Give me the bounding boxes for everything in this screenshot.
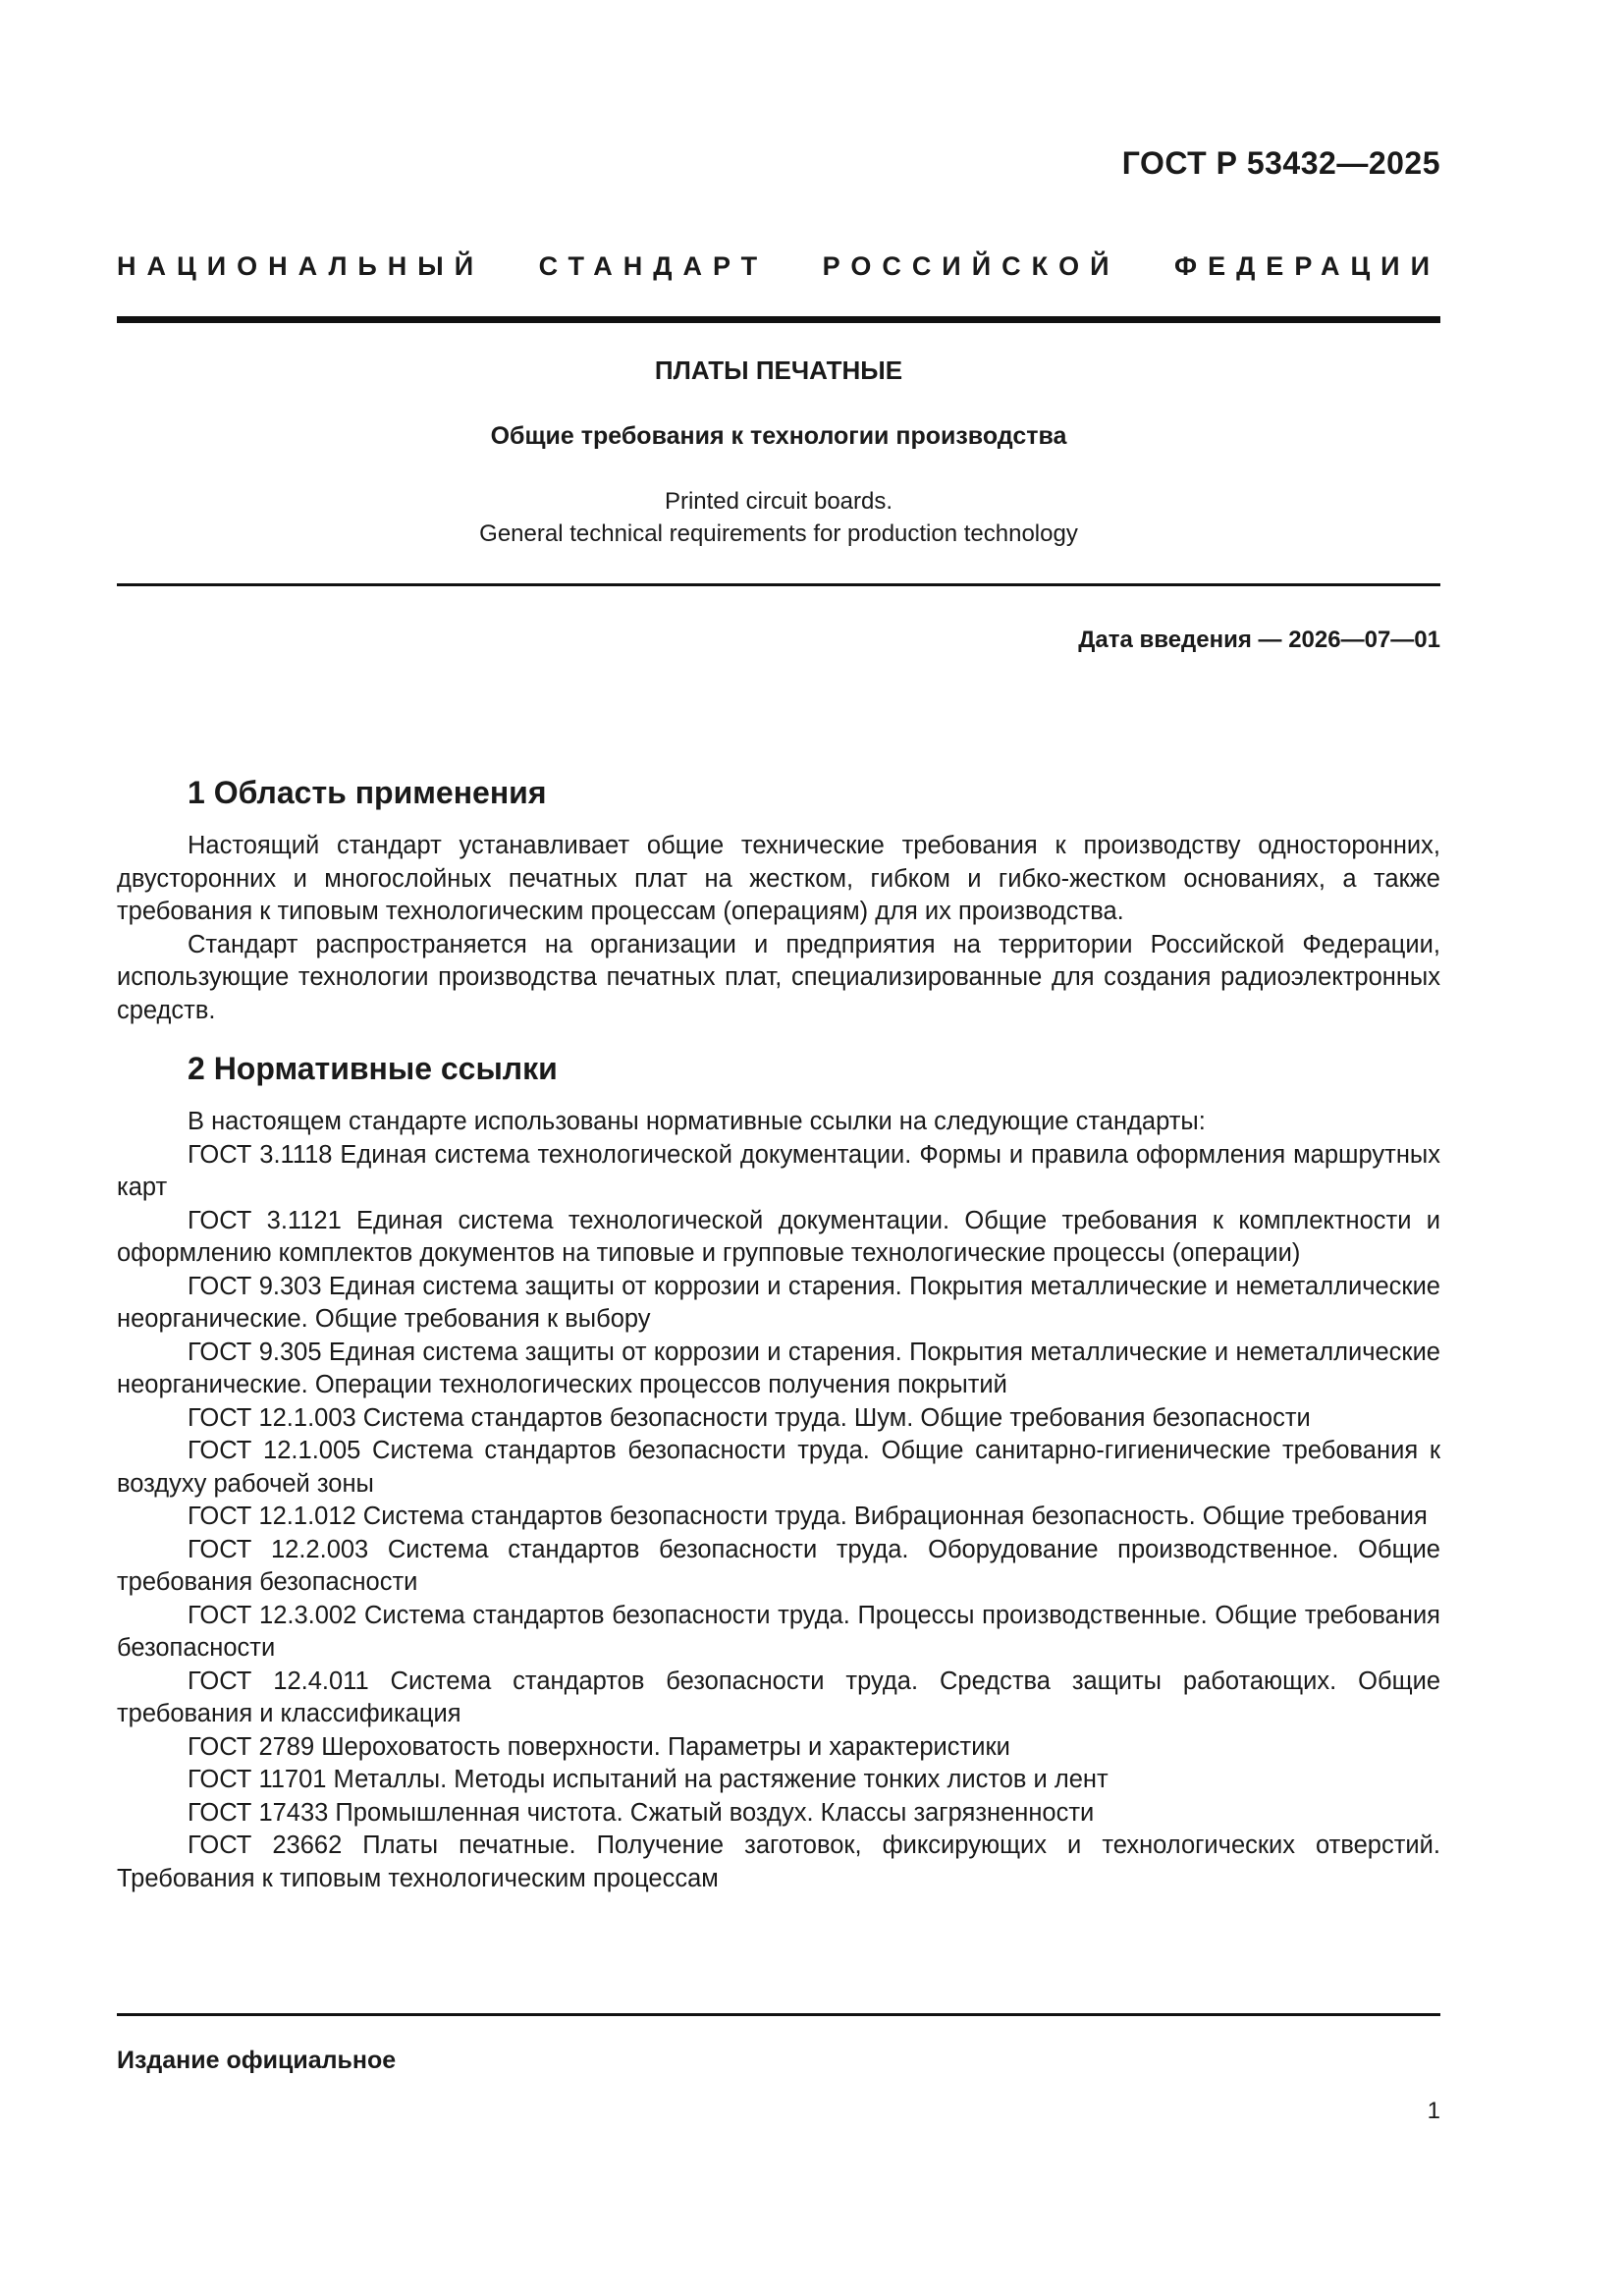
footer-divider — [117, 2013, 1440, 2016]
normative-references-list — [117, 1106, 1440, 1895]
introduction-date: Дата введения — 2026—07—01 — [1078, 627, 1440, 653]
reference-item: ГОСТ 12.2.003 Система стандартов безопасности труда. Оборудование производственное. Общие требования безопасности — [117, 1535, 1440, 1596]
reference-item: ГОСТ 9.303 Единая система защиты от коррозии и старения. Покрытия металлические и неметаллические неорганические. Общие требования к выбору — [117, 1272, 1440, 1333]
section-1-heading: 1 Область применения — [188, 775, 547, 810]
reference-item: ГОСТ 12.1.003 Система стандартов безопасности труда. Шум. Общие требования безопасности — [188, 1403, 1311, 1432]
english-title-line-1: Printed circuit boards. — [664, 488, 893, 515]
reference-item: ГОСТ 17433 Промышленная чистота. Сжатый воздух. Классы загрязненности — [188, 1798, 1095, 1827]
header-divider — [117, 316, 1440, 323]
reference-item: ГОСТ 23662 Платы печатные. Получение заготовок, фиксирующих и технологических отверстий. Требования к типовым технологическим процессам — [117, 1831, 1440, 1892]
reference-item: ГОСТ 2789 Шероховатость поверхности. Параметры и характеристики — [188, 1732, 1010, 1761]
section-1-paragraph: Настоящий стандарт устанавливает общие технические требования к производству односторонних, двусторонних и многослойных печатных плат на жестком, гибком и гибко-жестком основаниях, а также требования к типовым технологическим процессам (операциям) для их производства. — [117, 832, 1440, 925]
english-title-line-2: General technical requirements for production technology — [479, 520, 1078, 547]
references-intro: В настоящем стандарте использованы нормативные ссылки на следующие стандарты: — [188, 1108, 1206, 1135]
reference-item: ГОСТ 3.1118 Единая система технологической документации. Формы и правила оформления маршрутных карт — [117, 1140, 1440, 1201]
reference-item: ГОСТ 12.4.011 Система стандартов безопасности труда. Средства защиты работающих. Общие требования и классификация — [117, 1667, 1440, 1727]
title-divider — [117, 583, 1440, 586]
standard-designation: ГОСТ Р 53432—2025 — [1121, 145, 1440, 181]
document-subtitle: Общие требования к технологии производства — [490, 422, 1067, 450]
reference-item: ГОСТ 12.1.012 Система стандартов безопасности труда. Вибрационная безопасность. Общие требования — [188, 1503, 1428, 1530]
edition-label: Издание официальное — [117, 2047, 397, 2074]
page-number: 1 — [1427, 2098, 1440, 2124]
document-title: ПЛАТЫ ПЕЧАТНЫЕ — [654, 355, 903, 385]
section-1-paragraph: Стандарт распространяется на организации и предприятия на территории Российской Федерации, использующие технологии производства печатных плат, специализированные для создания радиоэлектронных средств. — [117, 930, 1440, 1024]
national-standard-banner: НАЦИОНАЛЬНЫЙ СТАНДАРТ РОССИЙСКОЙ ФЕДЕРАЦИИ — [117, 251, 1440, 281]
reference-item: ГОСТ 11701 Металлы. Методы испытаний на растяжение тонких листов и лент — [188, 1766, 1109, 1793]
section-2-heading: 2 Нормативные ссылки — [188, 1051, 558, 1086]
reference-item: ГОСТ 9.305 Единая система защиты от коррозии и старения. Покрытия металлические и неметаллические неорганические. Операции технологических процессов получения покрытий — [117, 1338, 1440, 1398]
document-body — [117, 771, 1440, 1895]
reference-item: ГОСТ 12.1.005 Система стандартов безопасности труда. Общие санитарно-гигиенические требования к воздуху рабочей зоны — [117, 1437, 1440, 1498]
english-title — [117, 485, 1440, 550]
reference-item: ГОСТ 12.3.002 Система стандартов безопасности труда. Процессы производственные. Общие требования безопасности — [117, 1601, 1440, 1662]
reference-item: ГОСТ 3.1121 Единая система технологической документации. Общие требования к комплектности и оформлению комплектов документов на типовые и групповые технологические процессы (операции) — [117, 1206, 1440, 1267]
